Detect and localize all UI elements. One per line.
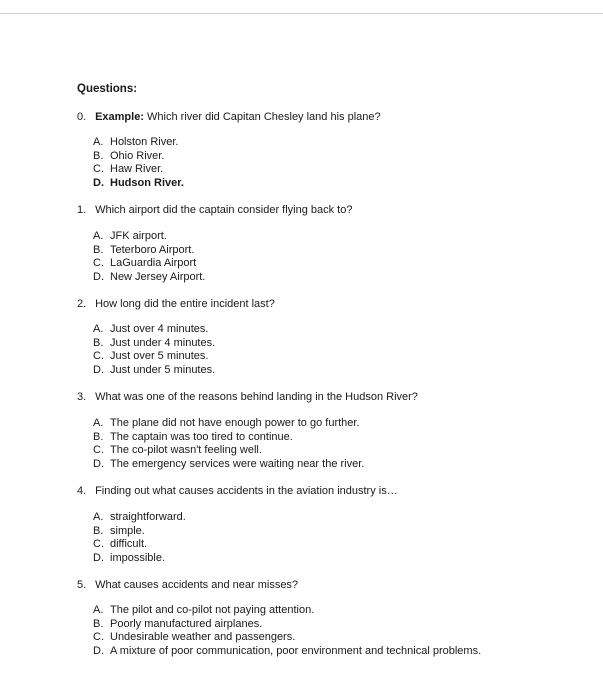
option-b: B. The captain was too tired to continue. — [93, 430, 293, 443]
question-text: Which river did Capitan Chesley land his plane? — [147, 111, 381, 123]
option-b: B. Teterboro Airport. — [93, 243, 195, 256]
question-text: Which airport did the captain consider flying back to? — [95, 204, 353, 216]
option-c: C. Undesirable weather and passengers. — [93, 631, 296, 643]
question-2 — [77, 297, 577, 311]
question-number: 3. — [77, 391, 87, 403]
option-d: D. impossible. — [93, 551, 166, 564]
option-a: A. Just over 4 minutes. — [93, 323, 209, 335]
question-number: 4. — [77, 485, 87, 497]
option-d: D. Just under 5 minutes. — [93, 363, 216, 376]
options-list-5 — [93, 604, 563, 658]
question-5 — [77, 578, 577, 592]
option-c: C. The co-pilot wasn't feeling well. — [93, 444, 262, 456]
question-3 — [77, 390, 577, 404]
option-b: B. simple. — [93, 524, 145, 537]
question-text: How long did the entire incident last? — [95, 298, 275, 310]
option-a: A. straightforward. — [93, 511, 186, 523]
option-c: C. Haw River. — [93, 163, 164, 175]
option-b: B. Poorly manufactured airplanes. — [93, 617, 263, 630]
question-text: Finding out what causes accidents in the aviation industry is… — [95, 485, 398, 497]
option-a: A. The plane did not have enough power to go further. — [93, 417, 360, 429]
question-number: 2. — [77, 298, 87, 310]
option-a: A. JFK airport. — [93, 230, 167, 242]
questions-heading: Questions: — [77, 83, 138, 95]
question-text: What causes accidents and near misses? — [95, 579, 299, 591]
question-number: 0. — [77, 111, 87, 123]
question-0 — [77, 110, 577, 124]
option-a: A. The pilot and co-pilot not paying attention. — [93, 604, 315, 616]
option-a: A. Holston River. — [93, 136, 179, 148]
question-number: 5. — [77, 579, 87, 591]
options-list-3 — [93, 417, 563, 471]
option-c: C. difficult. — [93, 538, 148, 550]
option-d: D. A mixture of poor communication, poor environment and technical problems. — [93, 644, 482, 657]
option-d: D. The emergency services were waiting near the river. — [93, 457, 365, 470]
top-divider — [0, 13, 603, 14]
options-list-4 — [93, 511, 563, 565]
question-number: 1. — [77, 204, 87, 216]
question-1 — [77, 203, 577, 217]
question-4 — [77, 484, 577, 498]
options-list-1 — [93, 230, 563, 284]
options-list-0 — [93, 136, 563, 190]
options-list-2 — [93, 323, 563, 377]
option-c: C. Just over 5 minutes. — [93, 350, 209, 362]
option-b: B. Ohio River. — [93, 149, 165, 162]
example-label: Example: — [95, 111, 144, 123]
option-d-correct: D. Hudson River. — [93, 176, 184, 189]
option-c: C. LaGuardia Airport — [93, 257, 197, 269]
option-b: B. Just under 4 minutes. — [93, 336, 216, 349]
question-text: What was one of the reasons behind landing in the Hudson River? — [95, 391, 418, 403]
option-d: D. New Jersey Airport. — [93, 270, 206, 283]
